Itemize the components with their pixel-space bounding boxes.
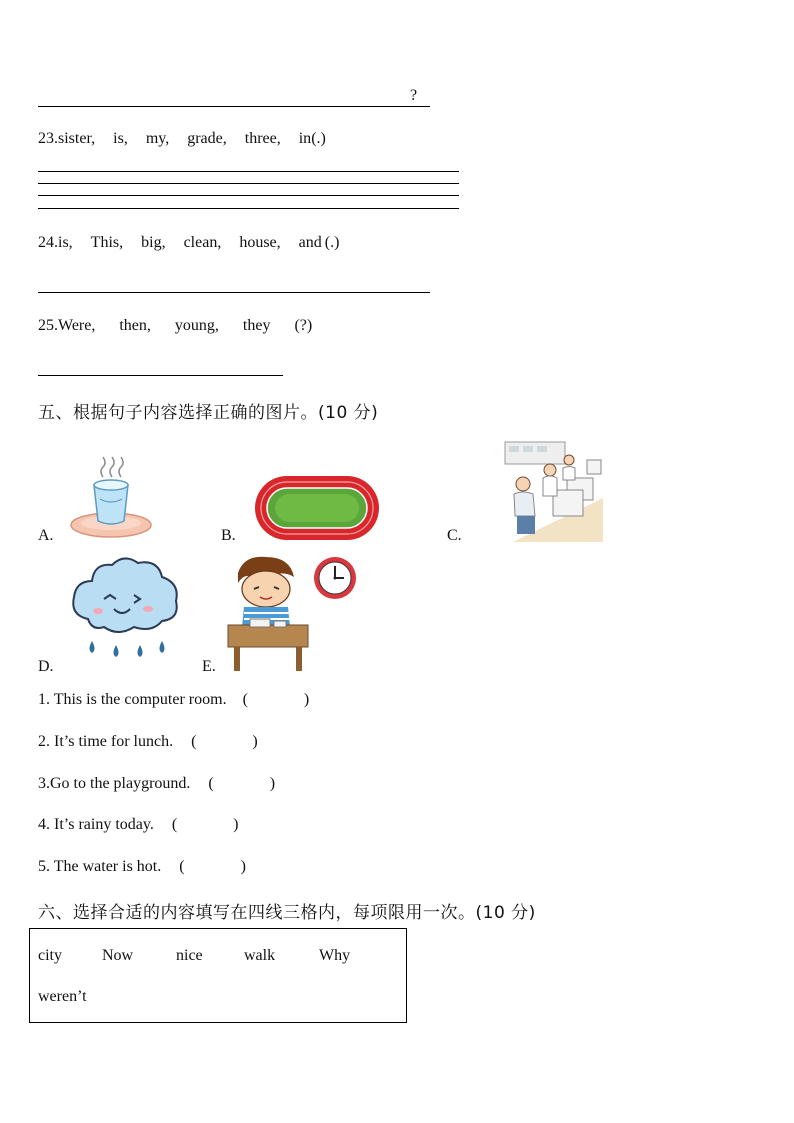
answer-line-22[interactable] bbox=[38, 106, 430, 107]
section-5-title: 五、根据句子内容选择正确的图片。(10 分) bbox=[38, 403, 379, 423]
word: three, bbox=[244, 130, 281, 147]
option-b bbox=[221, 474, 383, 546]
word-bank-item: walk bbox=[244, 947, 276, 964]
grid-line bbox=[38, 171, 459, 172]
word: they bbox=[242, 317, 271, 334]
word-bank-item: Why bbox=[319, 947, 351, 964]
answer-blank[interactable]: ( ) bbox=[242, 691, 310, 708]
option-c bbox=[447, 438, 607, 546]
word: my, bbox=[145, 130, 170, 147]
computer-room-icon bbox=[503, 438, 603, 542]
option-e bbox=[202, 555, 362, 677]
word: Were, bbox=[58, 317, 96, 334]
question-text: 1. This is the computer room. bbox=[38, 691, 227, 708]
answer-line-25[interactable] bbox=[38, 375, 283, 376]
grid-line bbox=[38, 195, 459, 196]
word: is, bbox=[58, 234, 73, 251]
word-bank-item: weren’t bbox=[38, 988, 87, 1005]
word: and bbox=[298, 234, 322, 251]
word-bank-box bbox=[29, 928, 407, 1023]
option-a bbox=[38, 455, 158, 545]
word: sister, bbox=[58, 130, 96, 147]
hot-water-glass-icon bbox=[70, 455, 152, 541]
question-25 bbox=[38, 317, 312, 335]
match-question-3 bbox=[38, 775, 275, 793]
clock-icon bbox=[312, 555, 358, 601]
match-question-2 bbox=[38, 733, 258, 751]
answer-line-24[interactable] bbox=[38, 292, 430, 293]
match-question-1 bbox=[38, 691, 309, 709]
match-question-4 bbox=[38, 816, 238, 834]
word: then, bbox=[119, 317, 151, 334]
word-bank-row-2 bbox=[38, 988, 87, 1006]
end-mark: (.) bbox=[311, 130, 326, 147]
word-bank-item: nice bbox=[176, 947, 203, 964]
question-number: 23. bbox=[38, 130, 58, 147]
question-23 bbox=[38, 130, 326, 148]
question-text: 4. It’s rainy today. bbox=[38, 816, 154, 833]
question-text: 2. It’s time for lunch. bbox=[38, 733, 174, 750]
option-letter: B. bbox=[221, 527, 236, 544]
answer-blank[interactable]: ( ) bbox=[191, 733, 258, 750]
question-number: 24. bbox=[38, 234, 58, 251]
answer-blank[interactable]: ( ) bbox=[179, 858, 246, 875]
playground-track-icon bbox=[253, 474, 381, 542]
word: big, bbox=[141, 234, 166, 251]
word-bank-item: city bbox=[38, 947, 62, 964]
question-number: 25. bbox=[38, 317, 58, 334]
match-question-5 bbox=[38, 858, 246, 876]
section-6-title: 六、选择合适的内容填写在四线三格内，每项限用一次。(10 分) bbox=[38, 903, 536, 923]
word-bank-row-1 bbox=[38, 947, 350, 965]
word: grade, bbox=[187, 130, 227, 147]
word: clean, bbox=[183, 234, 222, 251]
word: in bbox=[298, 130, 312, 147]
question-text: 5. The water is hot. bbox=[38, 858, 162, 875]
answer-blank[interactable]: ( ) bbox=[208, 775, 276, 792]
word: house, bbox=[239, 234, 281, 251]
option-letter: E. bbox=[202, 658, 216, 675]
question-24 bbox=[38, 234, 339, 252]
question-text: 3.Go to the playground. bbox=[38, 775, 191, 792]
end-mark: (?) bbox=[294, 317, 313, 334]
option-letter: A. bbox=[38, 527, 54, 544]
option-letter: C. bbox=[447, 527, 462, 544]
grid-line bbox=[38, 183, 459, 184]
option-d bbox=[38, 553, 188, 677]
word: is, bbox=[113, 130, 128, 147]
word-bank-item: Now bbox=[102, 947, 134, 964]
word: young, bbox=[174, 317, 219, 334]
end-mark: (.) bbox=[324, 234, 340, 251]
question-22-end-mark: ? bbox=[410, 87, 418, 104]
option-letter: D. bbox=[38, 658, 54, 675]
rain-cloud-icon bbox=[68, 553, 182, 673]
word: This, bbox=[90, 234, 124, 251]
grid-line bbox=[38, 208, 459, 209]
answer-blank[interactable]: ( ) bbox=[171, 816, 239, 833]
